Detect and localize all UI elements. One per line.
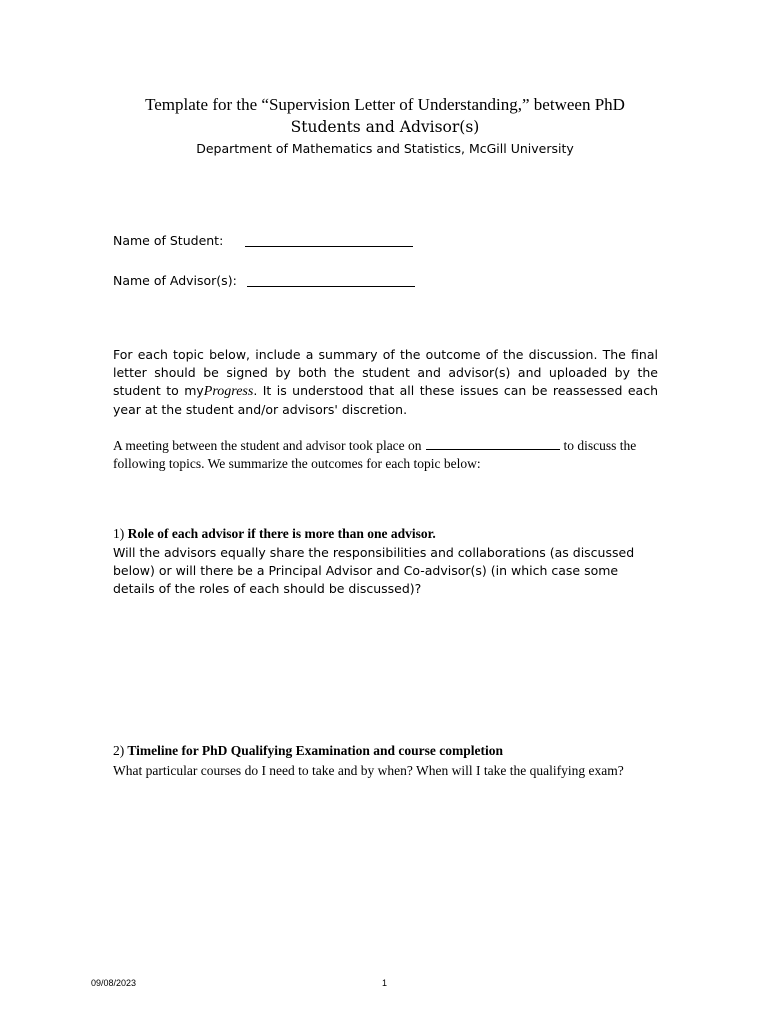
document-title	[60, 94, 710, 138]
intro-paragraph	[113, 346, 658, 419]
student-name-row	[113, 233, 413, 248]
student-name-field[interactable]	[245, 245, 413, 247]
meeting-paragraph	[113, 437, 658, 473]
topic-2-body: What particular courses do I need to take and by when? When will I take the qualifying exam?	[113, 763, 624, 778]
title-line-1: Template for the “Supervision Letter of Understanding,” between PhD	[145, 95, 625, 114]
meeting-text-before: A meeting between the student and advisor took place on	[113, 438, 422, 453]
topic-1-title: Role of each advisor if there is more than one advisor.	[127, 526, 436, 541]
advisor-name-label: Name of Advisor(s):	[113, 273, 237, 288]
footer-date: 09/08/2023	[91, 978, 137, 988]
topic-1-number: 1)	[113, 526, 125, 541]
topic-2-title: Timeline for PhD Qualifying Examination and course completion	[127, 743, 504, 758]
title-line-2: Students and Advisor(s)	[290, 118, 480, 136]
topic-1-body: Will the advisors equally share the responsibilities and collaborations (as discussed below) or will there be a Principal Advisor and Co-advisor(s) (in which case some details of the roles of each should be discussed)?	[113, 545, 635, 596]
topic-2-heading	[113, 743, 503, 759]
meeting-date-field[interactable]	[426, 438, 560, 450]
footer-page-number: 1	[382, 978, 388, 988]
advisor-name-field[interactable]	[247, 285, 415, 287]
student-name-label: Name of Student:	[113, 233, 224, 248]
document-subtitle: Department of Mathematics and Statistics, McGill University	[196, 141, 574, 156]
advisor-name-row	[113, 273, 415, 288]
intro-text-part-2: . It is understood that all these issues can be reassessed each year at the student and/or advisors' discretion.	[113, 383, 658, 417]
intro-text-part-1: For each topic below, include a summary of the outcome of the discussion. The final letter should be signed by both the student and advisor(s) and uploaded by the student to my	[113, 347, 658, 398]
meeting-text-after: to discuss the following topics. We summarize the outcomes for each topic below:	[113, 438, 637, 471]
intro-text-italic: Progress	[203, 384, 254, 399]
topic-2-number: 2)	[113, 743, 125, 758]
topic-1-heading	[113, 526, 436, 542]
